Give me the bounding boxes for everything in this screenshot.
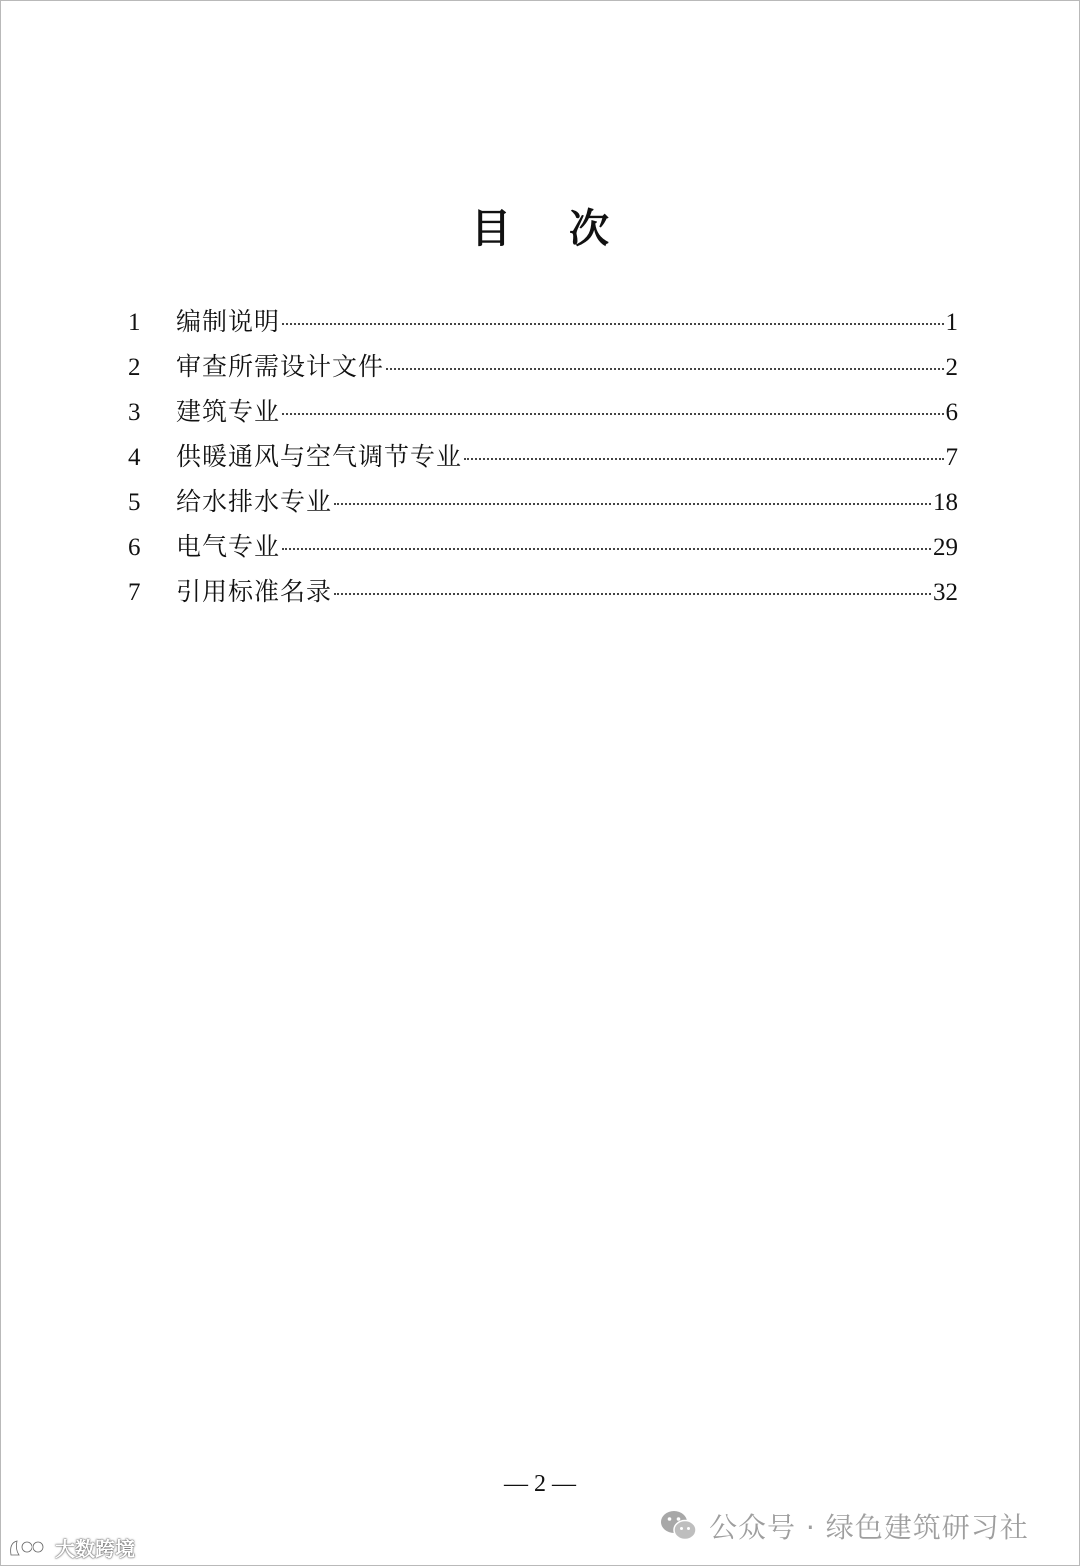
toc-entry[interactable] — [126, 434, 958, 479]
toc-entry-page: 2 — [945, 354, 958, 381]
toc-leader-dots — [282, 413, 943, 415]
toc-leader-dots — [282, 323, 943, 325]
toc-entry-label: 电气专业 — [176, 532, 281, 561]
toc-entry-label: 引用标准名录 — [176, 577, 333, 606]
toc-entry-number: 4 — [128, 444, 141, 471]
wechat-icon — [659, 1509, 699, 1543]
toc-entry-page: 29 — [933, 534, 958, 561]
toc-list — [126, 299, 958, 614]
toc-entry-number: 7 — [128, 579, 141, 606]
toc-entry[interactable] — [126, 524, 958, 569]
toc-leader-dots — [282, 548, 931, 550]
toc-title: 目 次 — [471, 205, 631, 252]
toc-entry-number: 6 — [128, 534, 141, 561]
wechat-watermark-text: 公众号 · 绿色建筑研习社 — [709, 1511, 1029, 1544]
wechat-watermark — [659, 1506, 1029, 1546]
toc-entry[interactable] — [126, 299, 958, 344]
toc-leader-dots — [334, 503, 931, 505]
toc-entry-label: 审查所需设计文件 — [176, 352, 385, 381]
toc-leader-dots — [464, 458, 943, 460]
page-number: — 2 — — [504, 1471, 576, 1497]
toc-entry[interactable] — [126, 344, 958, 389]
toc-entry[interactable] — [126, 479, 958, 524]
site-watermark — [7, 1533, 135, 1562]
toc-entry-page: 1 — [945, 309, 958, 336]
toc-entry-label: 给水排水专业 — [176, 487, 333, 516]
toc-entry[interactable] — [126, 569, 958, 614]
site-watermark-text: 大数跨境 — [55, 1537, 135, 1561]
toc-entry-page: 18 — [933, 489, 958, 516]
toc-entry-label: 编制说明 — [176, 307, 281, 336]
toc-entry-label: 建筑专业 — [176, 397, 281, 426]
toc-leader-dots — [334, 593, 931, 595]
toc-entry-number: 5 — [128, 489, 141, 516]
toc-leader-dots — [386, 368, 943, 370]
toc-entry-page: 7 — [945, 444, 958, 471]
toc-entry[interactable] — [126, 389, 958, 434]
toc-entry-page: 32 — [933, 579, 958, 606]
toc-entry-number: 1 — [128, 309, 141, 336]
toc-entry-number: 2 — [128, 354, 141, 381]
logo-icon — [7, 1535, 51, 1561]
toc-entry-number: 3 — [128, 399, 141, 426]
toc-entry-page: 6 — [945, 399, 958, 426]
toc-entry-label: 供暖通风与空气调节专业 — [176, 442, 463, 471]
